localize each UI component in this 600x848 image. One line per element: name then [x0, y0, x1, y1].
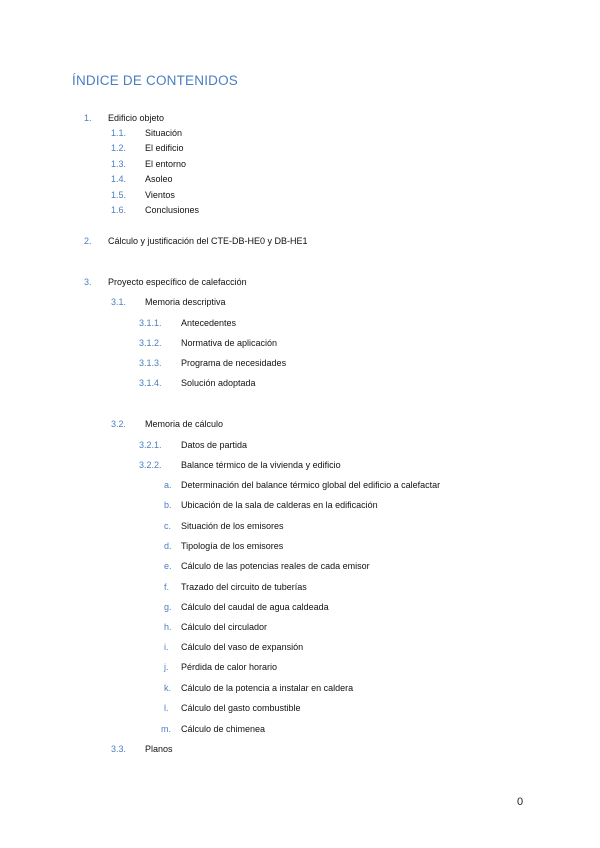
toc-entry-text: Tipología de los emisores: [181, 541, 284, 551]
page-number: 0: [517, 796, 524, 808]
toc-entry-text: Edificio objeto: [108, 113, 165, 123]
toc-entry-number: b.: [164, 500, 172, 510]
toc-entry-text: Proyecto específico de calefacción: [108, 277, 247, 287]
toc-entry-text: Cálculo del circulador: [181, 622, 268, 632]
toc-entry-text: El entorno: [145, 159, 187, 169]
toc-entry-number: h.: [164, 622, 172, 632]
toc-entry-number: 1.5.: [111, 190, 127, 200]
toc-entry-number: 1.4.: [111, 174, 127, 184]
toc-entry-text: Situación: [145, 128, 183, 138]
toc-entry-text: Cálculo y justificación del CTE-DB-HE0 y DB-HE1: [108, 236, 308, 246]
toc-entry-number: 3.: [84, 277, 92, 287]
toc-entry-text: Cálculo del caudal de agua caldeada: [181, 602, 329, 612]
toc-entry-number: 1.3.: [111, 159, 127, 169]
toc-entry-text: Cálculo del vaso de expansión: [181, 642, 304, 652]
toc-entry-number: 1.2.: [111, 143, 127, 153]
toc-entry-number: 1.: [84, 113, 92, 123]
toc-entry-number: 1.6.: [111, 205, 127, 215]
toc-entry-text: Normativa de aplicación: [181, 338, 278, 348]
toc-entry-number: k.: [164, 683, 172, 693]
toc-entry-text: Planos: [145, 744, 173, 754]
toc-entry-text: Ubicación de la sala de calderas en la edificación: [181, 500, 378, 510]
toc-entry-text: Cálculo de las potencias reales de cada emisor: [181, 561, 370, 571]
toc-entry-number: l.: [164, 703, 169, 713]
toc-entry-number: 3.1.3.: [139, 358, 162, 368]
toc-entry-text: Antecedentes: [181, 318, 237, 328]
toc-entry-text: Situación de los emisores: [181, 521, 284, 531]
toc-entry-text: Trazado del circuito de tuberías: [181, 582, 307, 592]
toc-entry-number: f.: [164, 582, 170, 592]
toc-entry-number: c.: [164, 521, 172, 531]
toc-entry-number: 3.1.4.: [139, 378, 162, 388]
toc-entry-text: Memoria de cálculo: [145, 419, 224, 429]
toc-entry-number: 3.3.: [111, 744, 127, 754]
toc-entry-number: 3.2.2.: [139, 460, 162, 470]
toc-entry-text: Determinación del balance térmico global del edificio a calefactar: [181, 480, 441, 490]
toc-entry-text: Vientos: [145, 190, 175, 200]
toc-entry-number: i.: [164, 642, 169, 652]
toc-entry-number: 3.1.2.: [139, 338, 162, 348]
toc-entry-text: Cálculo de chimenea: [181, 724, 266, 734]
toc-entry-number: 2.: [84, 236, 92, 246]
toc-entry-text: Conclusiones: [145, 205, 200, 215]
toc-entry-number: 3.2.: [111, 419, 127, 429]
toc-entry-number: e.: [164, 561, 172, 571]
toc-entry-text: Memoria descriptiva: [145, 297, 226, 307]
toc-title: ÍNDICE DE CONTENIDOS: [72, 73, 239, 88]
toc-entry-text: Programa de necesidades: [181, 358, 287, 368]
toc-entry-number: a.: [164, 480, 172, 490]
toc-entry-text: Cálculo del gasto combustible: [181, 703, 301, 713]
toc-entry-text: Datos de partida: [181, 440, 248, 450]
toc-entry-text: El edificio: [145, 143, 184, 153]
toc-entry-number: 3.2.1.: [139, 440, 162, 450]
toc-entry-number: 1.1.: [111, 128, 127, 138]
toc-entry-text: Pérdida de calor horario: [181, 662, 278, 672]
toc-entry-number: m.: [161, 724, 171, 734]
toc-entry-text: Solución adoptada: [181, 378, 256, 388]
toc-entry-number: d.: [164, 541, 172, 551]
toc-entry-text: Asoleo: [145, 174, 173, 184]
toc-entry-number: j.: [164, 662, 169, 672]
toc-entry-number: 3.1.: [111, 297, 127, 307]
toc-entry-text: Balance térmico de la vivienda y edificio: [181, 460, 341, 470]
toc-entry-text: Cálculo de la potencia a instalar en caldera: [181, 683, 354, 693]
toc-entry-number: 3.1.1.: [139, 318, 162, 328]
toc-entry-number: g.: [164, 602, 172, 612]
